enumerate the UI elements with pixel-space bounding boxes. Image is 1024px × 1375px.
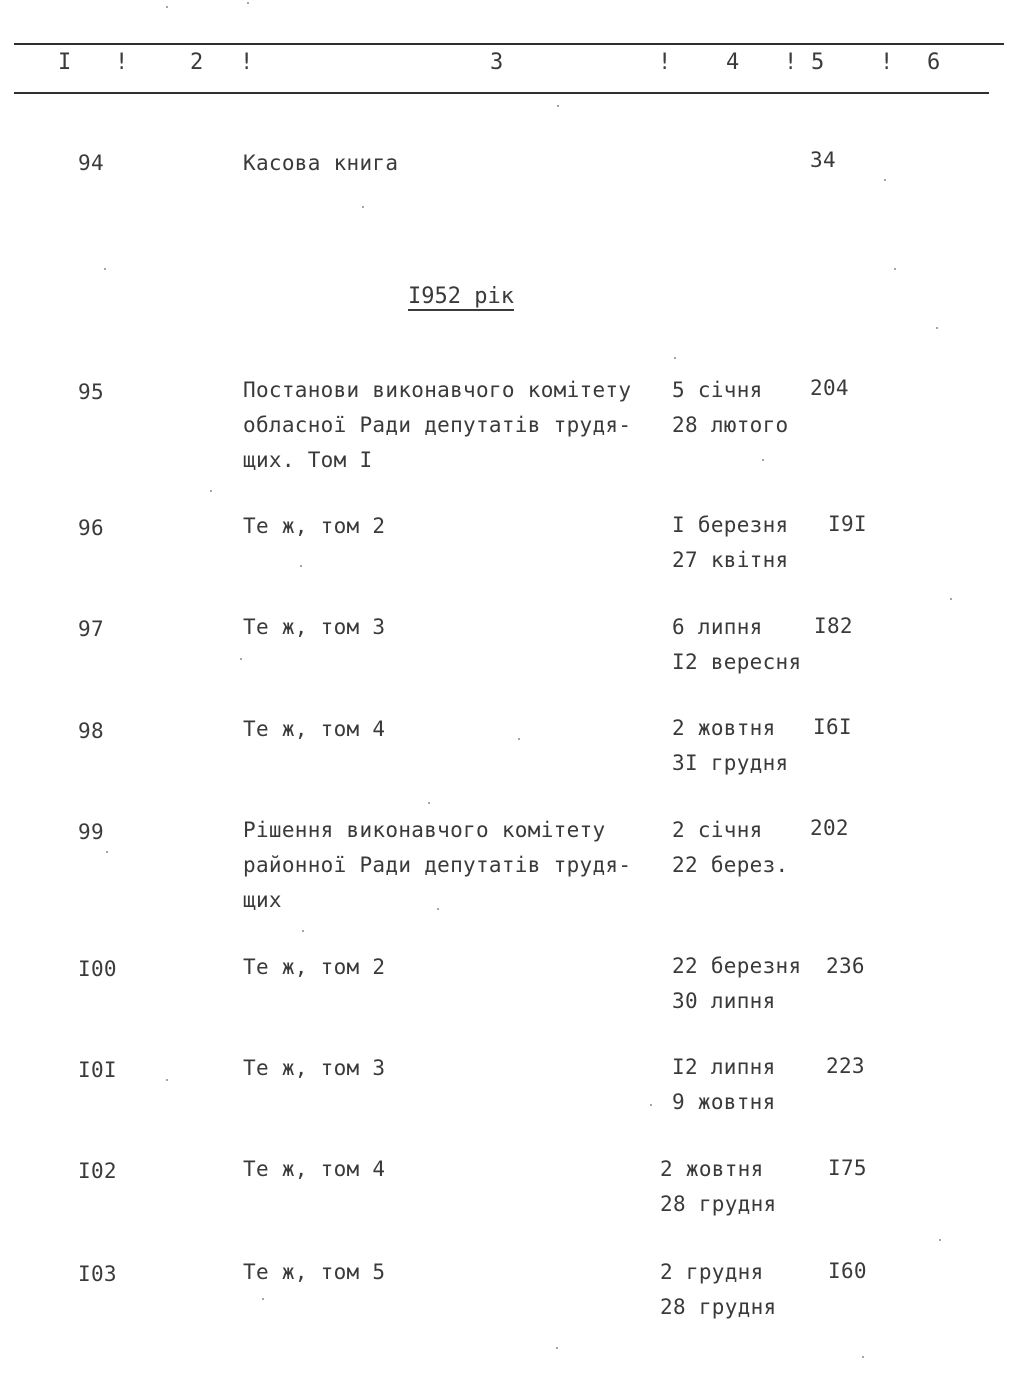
row-title: Те ж, том 2 <box>243 955 386 979</box>
scan-speck <box>302 930 304 932</box>
row-dates: 2 грудня 28 грудня <box>660 1260 777 1319</box>
row-number: I03 <box>78 1262 117 1286</box>
scan-speck <box>166 1079 168 1081</box>
row-dates: 2 жовтня 3I грудня <box>672 716 789 775</box>
row-number: I00 <box>78 957 117 981</box>
scan-speck <box>104 268 106 270</box>
row-number: I0I <box>78 1058 117 1082</box>
row-sheet-count: I60 <box>828 1259 867 1283</box>
row-dates: I березня 27 квітня <box>672 513 789 572</box>
row-sheet-count: 202 <box>810 816 849 840</box>
scan-speck <box>884 179 886 181</box>
row-title: Постанови виконавчого комітету обласної Ради депутатів трудя- щих. Том I <box>243 378 632 472</box>
scan-speck <box>650 1104 652 1106</box>
row-number: 99 <box>78 820 104 844</box>
row-title: Рішення виконавчого комітету районної Ради депутатів трудя- щих <box>243 818 632 912</box>
scan-speck <box>936 327 938 329</box>
column-header-1: I <box>58 50 72 75</box>
column-header-6: 6 <box>927 50 941 75</box>
row-number: 97 <box>78 617 104 641</box>
scan-speck <box>556 1347 558 1349</box>
scan-speck <box>557 105 559 107</box>
header-top-rule <box>14 43 1004 45</box>
column-header-3: 3 <box>490 50 504 75</box>
scan-speck <box>950 598 952 600</box>
scan-speck <box>437 908 439 910</box>
row-number: 94 <box>78 151 104 175</box>
row-title: Касова книга <box>243 151 399 175</box>
row-sheet-count: 34 <box>810 148 836 172</box>
scan-speck <box>518 738 520 740</box>
column-header-5: 5 <box>811 50 825 75</box>
scan-speck <box>762 459 764 461</box>
row-sheet-count: 223 <box>826 1054 865 1078</box>
column-separator: ! <box>784 50 798 75</box>
column-separator: ! <box>115 50 129 75</box>
column-separator: ! <box>240 50 254 75</box>
column-header-4: 4 <box>726 50 740 75</box>
column-separator: ! <box>658 50 672 75</box>
scan-speck <box>939 1239 941 1241</box>
row-title: Те ж, том 3 <box>243 615 386 639</box>
scan-speck <box>247 2 249 4</box>
row-sheet-count: 204 <box>810 376 849 400</box>
column-header-2: 2 <box>190 50 204 75</box>
row-title: Те ж, том 4 <box>243 717 386 741</box>
scan-speck <box>210 490 212 492</box>
row-sheet-count: 236 <box>826 954 865 978</box>
scan-speck <box>262 1298 264 1300</box>
scan-speck <box>428 802 430 804</box>
header-bottom-rule <box>14 92 989 94</box>
scan-speck <box>106 851 108 853</box>
row-title: Те ж, том 3 <box>243 1056 386 1080</box>
scan-speck <box>240 658 242 660</box>
scan-speck <box>674 357 676 359</box>
scan-speck <box>862 1356 864 1358</box>
row-title: Те ж, том 2 <box>243 514 386 538</box>
row-number: 96 <box>78 516 104 540</box>
row-sheet-count: I6I <box>813 715 852 739</box>
row-dates: 2 жовтня 28 грудня <box>660 1157 777 1216</box>
row-title: Те ж, том 5 <box>243 1260 386 1284</box>
scan-speck <box>300 565 302 567</box>
row-title: Те ж, том 4 <box>243 1157 386 1181</box>
row-dates: 2 січня 22 берез. <box>672 818 789 877</box>
row-dates: 5 січня 28 лютого <box>672 378 789 437</box>
year-heading: I952 рік <box>408 284 514 309</box>
row-number: I02 <box>78 1159 117 1183</box>
row-sheet-count: I75 <box>828 1156 867 1180</box>
scan-speck <box>894 268 896 270</box>
row-sheet-count: I82 <box>814 614 853 638</box>
row-sheet-count: I9I <box>828 512 867 536</box>
column-separator: ! <box>880 50 894 75</box>
row-number: 98 <box>78 719 104 743</box>
row-number: 95 <box>78 380 104 404</box>
scan-speck <box>166 6 168 8</box>
column-header <box>0 50 1024 82</box>
scan-speck <box>362 206 364 208</box>
row-dates: 6 липня I2 вересня <box>672 615 802 674</box>
row-dates: 22 березня 30 липня <box>672 954 802 1013</box>
row-dates: I2 липня 9 жовтня <box>672 1055 776 1114</box>
